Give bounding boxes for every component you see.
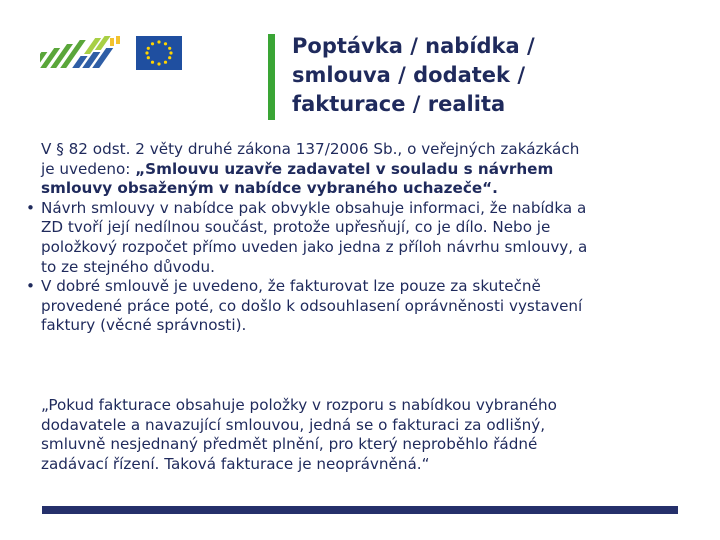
title-accent-bar [268, 34, 275, 120]
paragraph-text: je uvedeno: [41, 159, 136, 178]
list-item [24, 199, 704, 277]
paragraph-line [41, 160, 704, 180]
paragraph-line: to ze stejného důvodu. [41, 257, 216, 276]
paragraph-line: provedené práce poté, co došlo k odsouhlasení oprávněnosti vystavení [41, 296, 583, 315]
eu-flag-icon [136, 36, 182, 70]
list-item [24, 277, 704, 336]
title-line: Poptávka / nabídka / [292, 34, 535, 58]
paragraph-line: faktury (věcné správnosti). [41, 316, 247, 335]
content-list [24, 140, 704, 336]
paragraph-line: Návrh smlouvy v nabídce pak obvykle obsahuje informaci, že nabídka a [41, 198, 587, 217]
paragraph-line: V dobré smlouvě je uvedeno, že fakturovat lze pouze za skutečně [41, 277, 541, 296]
quote-line: „Pokud fakturace obsahuje položky v rozporu s nabídkou vybraného [41, 396, 557, 414]
footer-bar [42, 506, 678, 514]
quote-line: dodavatele a navazující smlouvou, jedná se o fakturaci za odlišný, [41, 415, 546, 434]
bullet: • [26, 198, 35, 217]
list-item [24, 140, 704, 199]
page-title [292, 32, 692, 119]
logo-area [40, 34, 182, 74]
paragraph-line: smlouvy obsaženým v nabídce vybraného uchazeče“. [41, 179, 498, 198]
opzp-logo-icon [40, 34, 130, 72]
paragraph-line: V § 82 odst. 2 věty druhé zákona 137/2006 Sb., o veřejných zakázkách [41, 140, 580, 158]
bullet: • [26, 277, 35, 296]
quote-block [41, 396, 691, 474]
title-line: smlouva / dodatek / [292, 63, 525, 87]
paragraph-bold-text: „Smlouvu uzavře zadavatel v souladu s návrhem [135, 159, 554, 178]
title-line: fakturace / realita [292, 92, 506, 116]
paragraph-line: položkový rozpočet přímo uveden jako jedna z příloh návrhu smlouvy, a [41, 237, 588, 256]
quote-line: zadávací řízení. Taková fakturace je neoprávněná.“ [41, 454, 430, 473]
quote-line: smluvně nesjednaný předmět plnění, pro který neproběhlo řádné [41, 435, 538, 454]
paragraph-line: ZD tvoří její nedílnou součást, protože upřesňují, co je dílo. Nebo je [41, 218, 551, 237]
